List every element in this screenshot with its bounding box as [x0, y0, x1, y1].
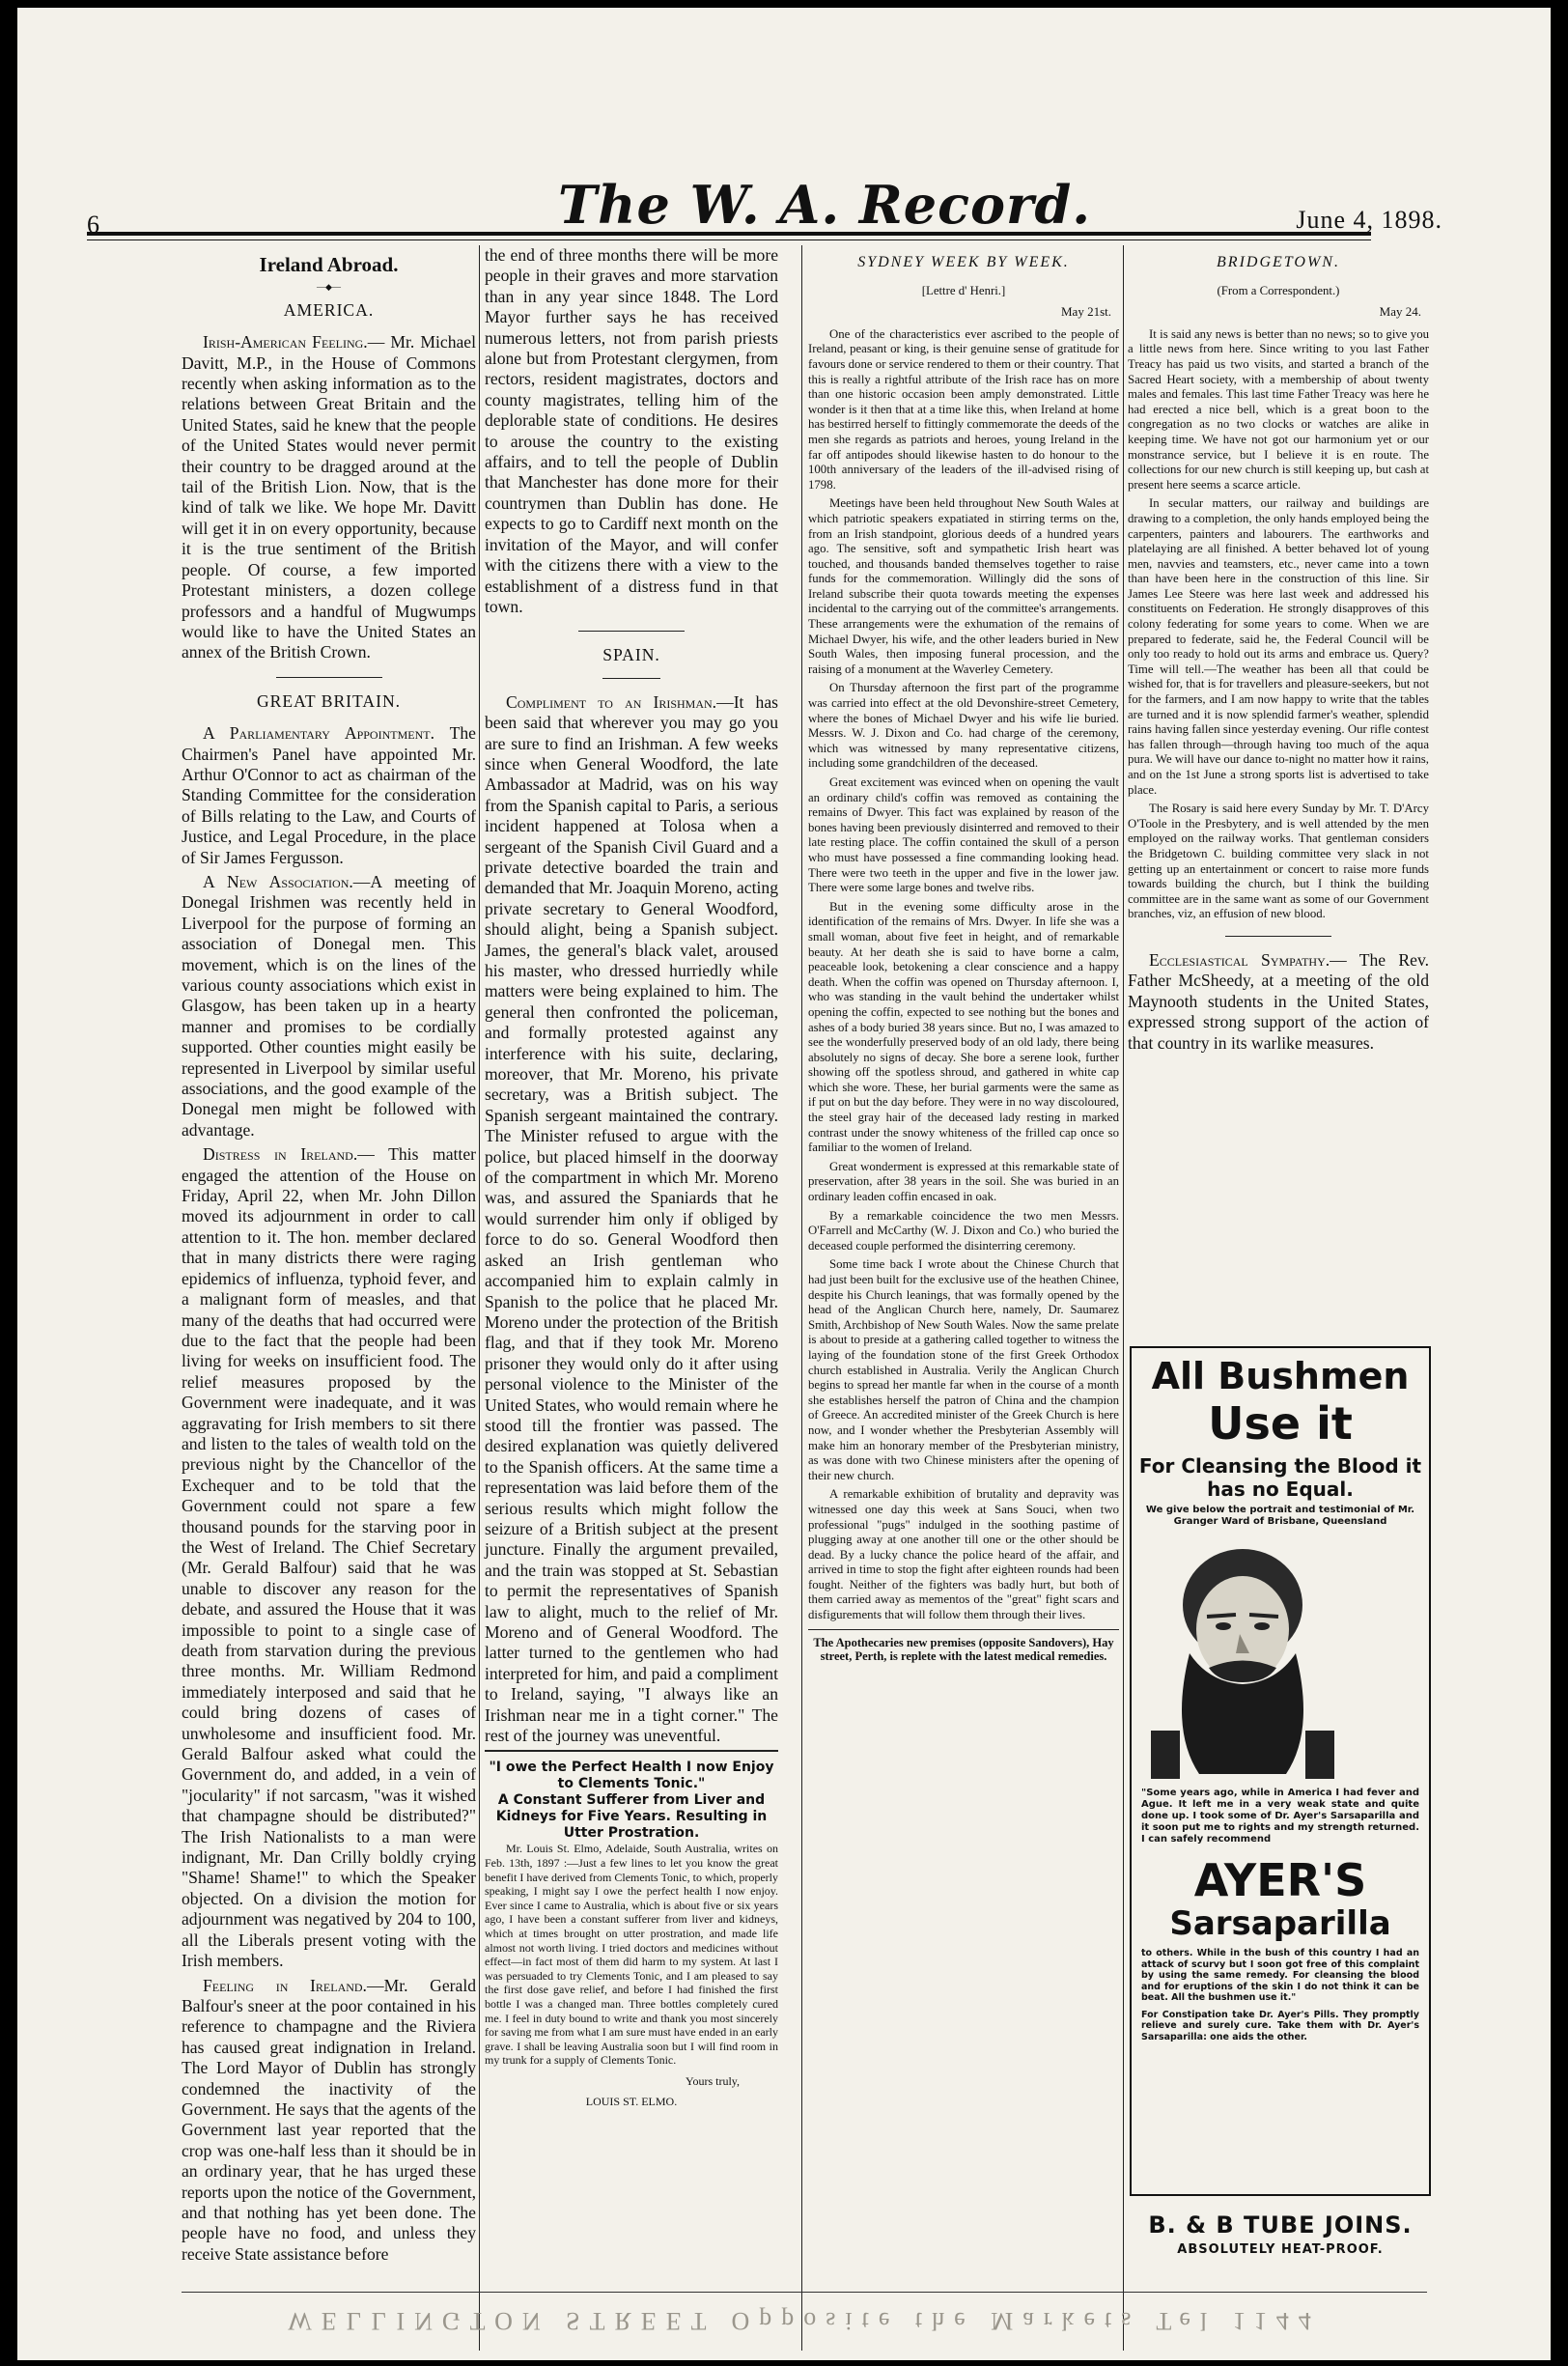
article-paragraph: Some time back I wrote about the Chinese Church that had just been built for the exclusive use of the heathen Chinee, despite his Church leanings, that was formally opened by the head of the Anglican Church here, namely, Dr. Saumarez Smith, Archbishop of New South Wales. Now the same prelate is about to preside at a gathering called together to witness the laying of the foundation stone of the first Greek Orthodox church established in Australia. Verily the Anglican Church begins to spread her mantle far when in the course of a month she establishes herself the patron of China and the champion of Greece. An accredited minister of the Greek Church is here now, and I wonder whether the Presbyterian Assembly will make him an honorary member of the Presbyterian ministry, as was done with two Chinese ministers after the opening of their new church.	[808, 1257, 1119, 1482]
column-continued-spain	[485, 245, 778, 2351]
brand-name: AYER'S	[1193, 1854, 1367, 1906]
advert-tagline: For Cleansing the Blood it has no Equal.	[1138, 1454, 1422, 1501]
bleed-through-text: WELLINGTON STREET Opposite the Markets Tel 1144	[288, 2307, 1321, 2335]
article-lead: Ecclesiastical Sympathy.	[1149, 949, 1330, 970]
article-text: —Mr. Gerald Balfour's sneer at the poor contained in his reference to champagne and the Riviera has caused great indignation in Ireland. The Lord Mayor of Dublin has strongly condemned the inactivity of the Government. He says that the agents of the Government last year reported that the crop was one-half less than it should be in an ordinary year, that he has urged these reports upon the notice of the Government, and that nothing has yet been done. The people have no food, and unless they receive State assistance before	[182, 1975, 476, 2264]
article-lead: A Parliamentary Appointment.	[203, 723, 434, 744]
article-paragraph: Meetings have been held throughout New South Wales at which patriotic speakers expatiated in stirring terms on the, from an Irish standpoint, glorious deeds of a hundred years ago. The sensitive, soft and sympathetic Irish heart was touched, and thousands banded themselves together to raise funds for the commemoration. Willingly did the sons of Ireland subscribe their quota towards meeting the expenses incidental to the carrying out of the committee's arrangements. These arrangements were the exhumation of the remains of Michael Dwyer, his wife, and the other leaders buried in New South Wales, then imposing funeral procession, and the raising of a monument at the Waverley Cemetery.	[808, 496, 1119, 676]
article-paragraph	[182, 332, 476, 663]
section-heading: SYDNEY WEEK BY WEEK.	[857, 254, 1070, 270]
subheading-spain: SPAIN.	[602, 645, 660, 665]
column-sydney-week	[808, 245, 1119, 2351]
article-lead: Feeling in Ireland.	[203, 1975, 367, 1995]
subheading-great-britain: GREAT BRITAIN.	[256, 690, 402, 711]
article-paragraph: In secular matters, our railway and buildings are drawing to a completion, the only hands employed being the carpenters, painters and labourers. The earthworks and platelaying are all finished. A better behaved lot of young men, navvies and teamsters, etc., never came into a town than have been here in the construction of this line. Sir James Lee Steere was here last week and addressed his constituents on Federation. He strongly disapproves of this colony federating for some years to come. When we are prepared to federate, said he, the Federal Council will be only too ready to hold out its arms and embrace us. Query? Time will tell.—The weather has been all that could be wished for, that is for travellers and pleasure-seekers, but not for the farmers, and I am now happy to write that the tables are turned and it is now splendid farmer's weather, splendid rains having fallen since yesterday evening. Our rifle contest has fallen through—through having too much of the aqua pura. We will have our dance to-night no matter how it rains, and on the 1st June a strong sports list is advertised to take place.	[1128, 496, 1429, 797]
article-paragraph	[182, 872, 476, 1141]
issue-date: June 4, 1898.	[1296, 206, 1442, 234]
testimonial-quote: "Some years ago, while in America I had fever and Ague. It left me in a very weak state and quite done up. I took some of Dr. Ayer's Sarsaparilla and it soon put me to rights and my strength returned. I can safely recommend	[1141, 1788, 1419, 1845]
page-number: 6	[87, 211, 99, 239]
article-text: — Mr. Michael Davitt, M.P., in the House of Commons recently when asking information as to the relations between Great Britain and the United States, said he knew that the people of the United States would never permit their country to be dragged around at the tail of the British Lion. Now, that is the kind of talk we like. We hope Mr. Davitt will get it in on every opportunity, because it is the true sentiment of the British people. Of course, a few imported Protestant ministers, a dozen college professors and a handful of Mugwumps would like to have the United States an annex of the British Crown.	[182, 332, 477, 662]
article-lead: A New Association.	[203, 871, 353, 891]
article-paragraph: A remarkable exhibition of brutality and depravity was witnessed one day this week at Sans Souci, when two professional "pugs" indulged in the soothing pastime of plugging away at one another till one or the other should be dead. By a lucky chance the police heard of the affair, and arrived in time to stop the fight after eighteen rounds had been fought. Neither of the fighters was badly hurt, but both of them carried away as mementos of the "great" fight scars and disfigurements that will follow them through their lives.	[808, 1487, 1119, 1622]
portrait-illustration	[1132, 1537, 1354, 1779]
article-paragraph: One of the characteristics ever ascribed to the people of Ireland, peasant or king, is their genuine sense of gratitude for favours done or service rendered to them or their country. That this is really a rightful attribute of the Irish race has on more than one historic occasion been amply demonstrated. Little wonder is it then that at a time like this, when Ireland at home has bestirred herself to fittingly commemorate the deeds of the men she regards as patriots and heroes, young Ireland in the far off antipodes should likewise hasten to do honour to the 100th anniversary of the leaders of the ill-advised rising of 1798.	[808, 326, 1119, 492]
article-lead: Irish-American Feeling.	[203, 332, 368, 352]
ayers-sarsaparilla-advert	[1130, 1346, 1431, 2196]
advert-signature: LOUIS ST. ELMO.	[585, 2095, 678, 2109]
article-paragraph: It is said any news is better than no news; so to give you a little news from here. Since writing to you last Father Treacy has paid us two visits, and started a branch of the Sacred Heart society, with a membership of about twenty males and females. This last time Father Treacy was here he had erected a nice bell, which is a great boon to the congregation as no two clocks or watches are alike in keeping time. We have not got our harmonium yet or our monstrance service, but I believe it is en route. The collections for our new church is still keeping up, but cash at present here seems a scarce article.	[1128, 326, 1429, 492]
column-divider	[1123, 245, 1124, 2351]
article-lead: Distress in Ireland.	[203, 1144, 358, 1165]
advert-caption: We give below the portrait and testimonial of Mr. Granger Ward of Brisbane, Queensland	[1145, 1505, 1415, 1527]
divider	[578, 631, 685, 632]
article-paragraph	[485, 692, 778, 1747]
testimonial-continued: to others. While in the bush of this country I had an attack of scurvy but I soon got free of this complaint by using the same remedy. For cleansing the blood and for eruptions of the skin I do not think it can be beat. All the bushmen use it."	[1141, 1948, 1419, 2003]
column-divider	[801, 245, 802, 2351]
article-text: — The Rev. Father McSheedy, at a meeting of the old Maynooth students in the United States, expressed strong support of the action of that country in its warlike measures.	[1128, 949, 1429, 1053]
advert-signoff: Yours truly,	[685, 2073, 740, 2088]
clements-tonic-advert	[485, 1750, 778, 2112]
divider	[602, 678, 660, 679]
article-paragraph: Great wonderment is expressed at this remarkable state of preservation, after 38 years in the soil. She was buried in an ordinary leaden coffin encased in oak.	[808, 1159, 1119, 1204]
article-text: —It has been said that wherever you may go you are sure to find an Irishman. A few weeks since when General Woodford, the late Ambassador at Madrid, was on his way from the Spanish capital to Paris, a serious incident happened at Tolosa when a sergeant of the Spanish Civil Guard and a private detective boarded the train and demanded that Mr. Joaquin Moreno, acting private secretary to General Woodford, should alight, being a Spanish subject. James, the general's black valet, aroused his master, who dressed hurriedly while matters were being explained to him. The general then confronted the policeman, and formally protested against any interference with his suite, declaring, moreover, that Mr. Moreno, his private secretary, was a British subject. The Spanish sergeant maintained the contrary. The Minister refused to argue with the police, but placed himself in the doorway of the compartment in which Mr. Moreno was, and assured the Spaniards that he would surrender him only if obliged by force to do so. General Woodford then asked an Irish gentleman who accompanied him to explain calmly in Spanish to the police that he placed Mr. Moreno under the protection of the British flag, and that if they took Mr. Moreno prisoner they would only do it after using personal violence to the Minister of the United States, who would remain where he stood till the frontier was passed. The desired explanation was quietly delivered to the Spanish officers. At the same time a representation was laid before them of the serious results which might follow the seizure of a British subject at the present juncture. Finally the argument prevailed, and the train was stopped at St. Sebastian to permit the representatives of Spanish law to alight, much to the relief of Mr. Moreno and of General Woodford. The latter turned to the gentlemen who had interpreted for him, and paid a compliment to Ireland, saying, "I always like an Irishman near me in a tight corner." The rest of the journey was uneventful.	[485, 691, 778, 1746]
article-paragraph: By a remarkable coincidence the two men Messrs. O'Farrell and McCarthy (W. J. Dixon and Co.) who buried the deceased couple performed the disinterring ceremony.	[808, 1208, 1119, 1253]
article-paragraph: But in the evening some difficulty arose in the identification of the remains of Mrs. Dwyer. In life she was a small woman, about five feet in height, and of remarkable beauty. At her death she is said to have borne a calm, peaceable look, betokening a clear conscience and a happy death. When the coffin was opened on Thursday afternoon. I, who was standing in the vault behind the undertaker whilst opening the coffin, expected to see nothing but the bones and ashes of a body buried 38 years since. But no, I was amazed to see the wonderfully preserved body of an old lady, there being absolutely no signs of decay. She bore a serene look, further showing off the spotless shroud, and gathered in white cap which she wore. These, her burial garments were the same as if put on but the day before. They were in no way discoloured, the steel gray hair of the deceased lady resting in marked contrast under the snowy whiteness of the frilled cap once so familiar to the women of Ireland.	[808, 899, 1119, 1155]
section-heading: BRIDGETOWN.	[1217, 254, 1340, 270]
article-lead: Compliment to an Irishman.	[506, 691, 717, 712]
advert-subtitle: ABSOLUTELY HEAT-PROOF.	[1177, 2242, 1384, 2257]
advert-subheadline: A Constant Sufferer from Liver and Kidneys for Five Years. Resulting in Utter Prostration.	[495, 1792, 768, 1842]
ornament: —◆—	[317, 282, 341, 293]
divider	[1225, 936, 1331, 937]
article-paragraph	[182, 1976, 476, 2266]
advert-body: Mr. Louis St. Elmo, Adelaide, South Australia, writes on Feb. 13th, 1897 :—Just a few lines to let you know the great benefit I have derived from Clements Tonic, to which, properly speaking, I might say I owe the perfect health I now enjoy. Ever since I came to Australia, which is about five or six years ago, I have been a constant sufferer from liver and kidneys, which at times brought on utter prostration, and made life almost not worth living. I tried doctors and medicines without effect—in fact most of them did harm to my system. At last I was persuaded to try Clements Tonic, and I am pleased to say the first dose gave relief, and before I had finished the first bottle I was a changed man. Three bottles completely cured me. I feel in duty bound to write and thank you most sincerely for saving me from what I am sure must have ended in an early grave. I shall be leaving Australia soon but I will find room in my trunk for a supply of Clements Tonic.	[485, 1842, 778, 2068]
advert-headline: "I owe the Perfect Health I now Enjoy to Clements Tonic."	[489, 1760, 774, 1792]
article-paragraph: the end of three months there will be more people in their graves and more starvation than in any year since 1848. The Lord Mayor further says he has received numerous letters, not from parish priests alone but from Protestant clergymen, from rectors, resident magistrates, doctors and county magistrates, telling him of the deplorable state of conditions. He desires to arouse the country to the existing affairs, and to tell the people of Dublin that Manchester has done more for their countrymen than Dublin has done. He expects to go to Cardiff next month on the invitation of the Mayor, and will confer with the citizens there with a view to the establishment of a distress fund in that town.	[485, 245, 778, 616]
masthead-rule-thin	[87, 239, 1371, 240]
advert-title: B. & B TUBE JOINS.	[1148, 2211, 1413, 2239]
dateline: May 21st.	[1061, 304, 1111, 320]
footer-rule	[182, 2292, 1427, 2293]
divider	[276, 677, 382, 678]
correspondent-line: [Lettre d' Henri.]	[921, 283, 1006, 297]
advert-headline-2: Use it	[1208, 1397, 1353, 1450]
column-ireland-abroad	[182, 245, 477, 2264]
article-text: — This matter engaged the attention of the House on Friday, April 22, when Mr. John Dillon moved its adjournment in order to call attention to it. The hon. member declared that in many districts there were raging epidemics of influenza, typhoid fever, and a malignant form of measles, and that many of the deaths that had occurred were due to the fact that the people had been living for weeks on insufficient food. The relief measures proposed by the Government were inadequate, and it was aggravating for Irish members to sit there and listen to the tales of wealth told on the previous night by the Chancellor of the Exchequer and to be told that the Government could not spare a few thousand pounds for the starving poor in the West of Ireland. The Chief Secretary (Mr. Gerald Balfour) said that he was unable to discover any reason for the debate, and assured the House that it was impossible to point to a single case of death from starvation during the previous three months. Mr. William Redmond immediately interposed and said that he could bring dozens of cases of unwholesome and insufficient food. Mr. Gerald Balfour asked what could the Government do, and added, in a vein of "jocularity" if not sarcasm, "was it wished that champagne should be distributed?" The Irish Nationalists to a man were indignant, Mr. Dan Crilly boldly crying "Shame! Shame!" to which the Speaker objected. On a division the motion for adjournment was negatived by 204 to 100, all the Liberals present voting with the Irish members.	[182, 1144, 476, 1971]
article-text: —A meeting of Donegal Irishmen was recently held in Liverpool for the purpose of forming an association of Donegal men. This movement, which is on the lines of the various county associations which exist in Glasgow, has been taken up in a hearty manner and promises to be cordially supported. Other counties might easily be represented in Liverpool by similar useful associations, and the good example of the Donegal men might be followed with advantage.	[182, 871, 476, 1140]
column-divider	[479, 245, 480, 2351]
article-paragraph: Great excitement was evinced when on opening the vault an ordinary child's coffin was removed as containing the remains of Dwyer. This fact was explained by reason of the bones having been previously disinterred and removed to their late resting place. The coffin contained the skull of a person who must have possessed a fine commanding looking head. There were two teeth in the upper and five in the lower jaw. There were some large bones and twelve ribs.	[808, 775, 1119, 895]
correspondent-line: (From a Correspondent.)	[1217, 283, 1340, 297]
article-paragraph: The Rosary is said here every Sunday by Mr. T. D'Arcy O'Toole in the Presbytery, and is well attended by the men employed on the railway works. That gentleman considers the Bridgetown C. building committee very slack in not getting up an entertainment or concert to raise more funds towards building the church, but I think the building committee are in the same want as some of our Government branches, viz, an effusion of new blood.	[1128, 802, 1429, 921]
apothecaries-notice: The Apothecaries new premises (opposite Sandovers), Hay street, Perth, is replete with the latest medical remedies.	[808, 1629, 1119, 1664]
pills-notice: For Constipation take Dr. Ayer's Pills. They promptly relieve and surely cure. Take them with Dr. Ayer's Sarsaparilla: one aids the other.	[1141, 2009, 1419, 2042]
masthead-title: The W. A. Record.	[558, 174, 1092, 236]
masthead-rule	[87, 232, 1371, 236]
article-text: The Chairmen's Panel have appointed Mr. Arthur O'Connor to act as chairman of the Standing Committee for the consideration of Bills relating to the Law, and Courts of Justice, and Legal Procedure, in the place of Sir James Fergusson.	[182, 723, 476, 867]
article-paragraph	[182, 1144, 476, 1971]
dateline: May 24.	[1379, 304, 1421, 320]
column-bridgetown	[1128, 245, 1429, 1317]
advert-headline: All Bushmen	[1151, 1355, 1410, 1397]
product-name: Sarsaparilla	[1169, 1904, 1391, 1943]
newspaper-page	[17, 8, 1551, 2360]
subheading-america: AMERICA.	[283, 299, 375, 320]
tube-joins-advert	[1130, 2211, 1431, 2257]
section-heading: Ireland Abroad.	[259, 253, 399, 276]
article-paragraph	[1128, 950, 1429, 1054]
article-paragraph: On Thursday afternoon the first part of the programme was carried into effect at the old Devonshire-street Cemetery, where the bones of Michael Dwyer and his wife lie buried. Messrs. W. J. Dixon and Co. had charge of the ceremony, which was witnessed by many representative citizens, including some grandchildren of the deceased.	[808, 681, 1119, 771]
article-paragraph	[182, 723, 476, 868]
